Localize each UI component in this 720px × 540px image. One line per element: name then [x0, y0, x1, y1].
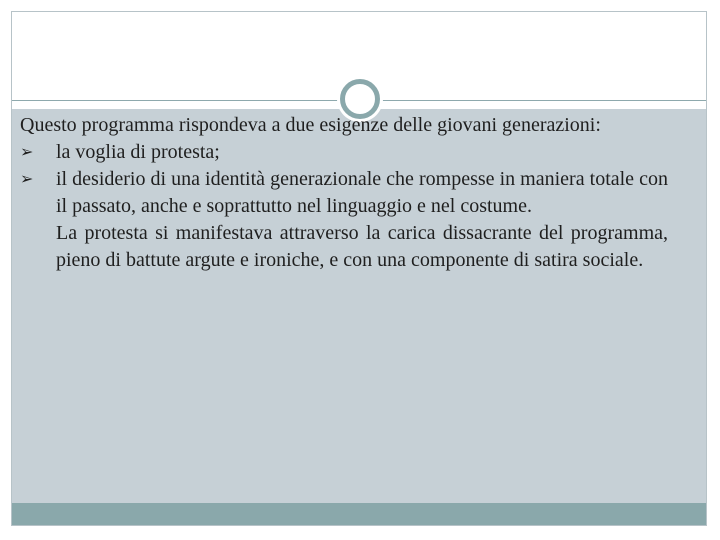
bullet-text: il desiderio di una identità generazionale che rompesse in maniera totale con il passato, anche e soprattutto nel linguaggio e nel costume. — [56, 168, 668, 217]
bullet-item — [20, 166, 668, 220]
bullet-item — [20, 139, 668, 166]
footer-band — [12, 503, 706, 525]
intro-paragraph: Questo programma rispondeva a due esigenze delle giovani generazioni: — [20, 114, 601, 136]
arrow-bullet-icon: ➢ — [20, 144, 34, 161]
closing-paragraph: La protesta si manifestava attraverso la carica dissacrante del programma, pieno di battute argute e ironiche, e con una componente di satira sociale. — [56, 222, 668, 271]
slide-body-text — [20, 112, 668, 274]
bullet-text: la voglia di protesta; — [56, 141, 220, 163]
arrow-bullet-icon: ➢ — [20, 171, 34, 188]
